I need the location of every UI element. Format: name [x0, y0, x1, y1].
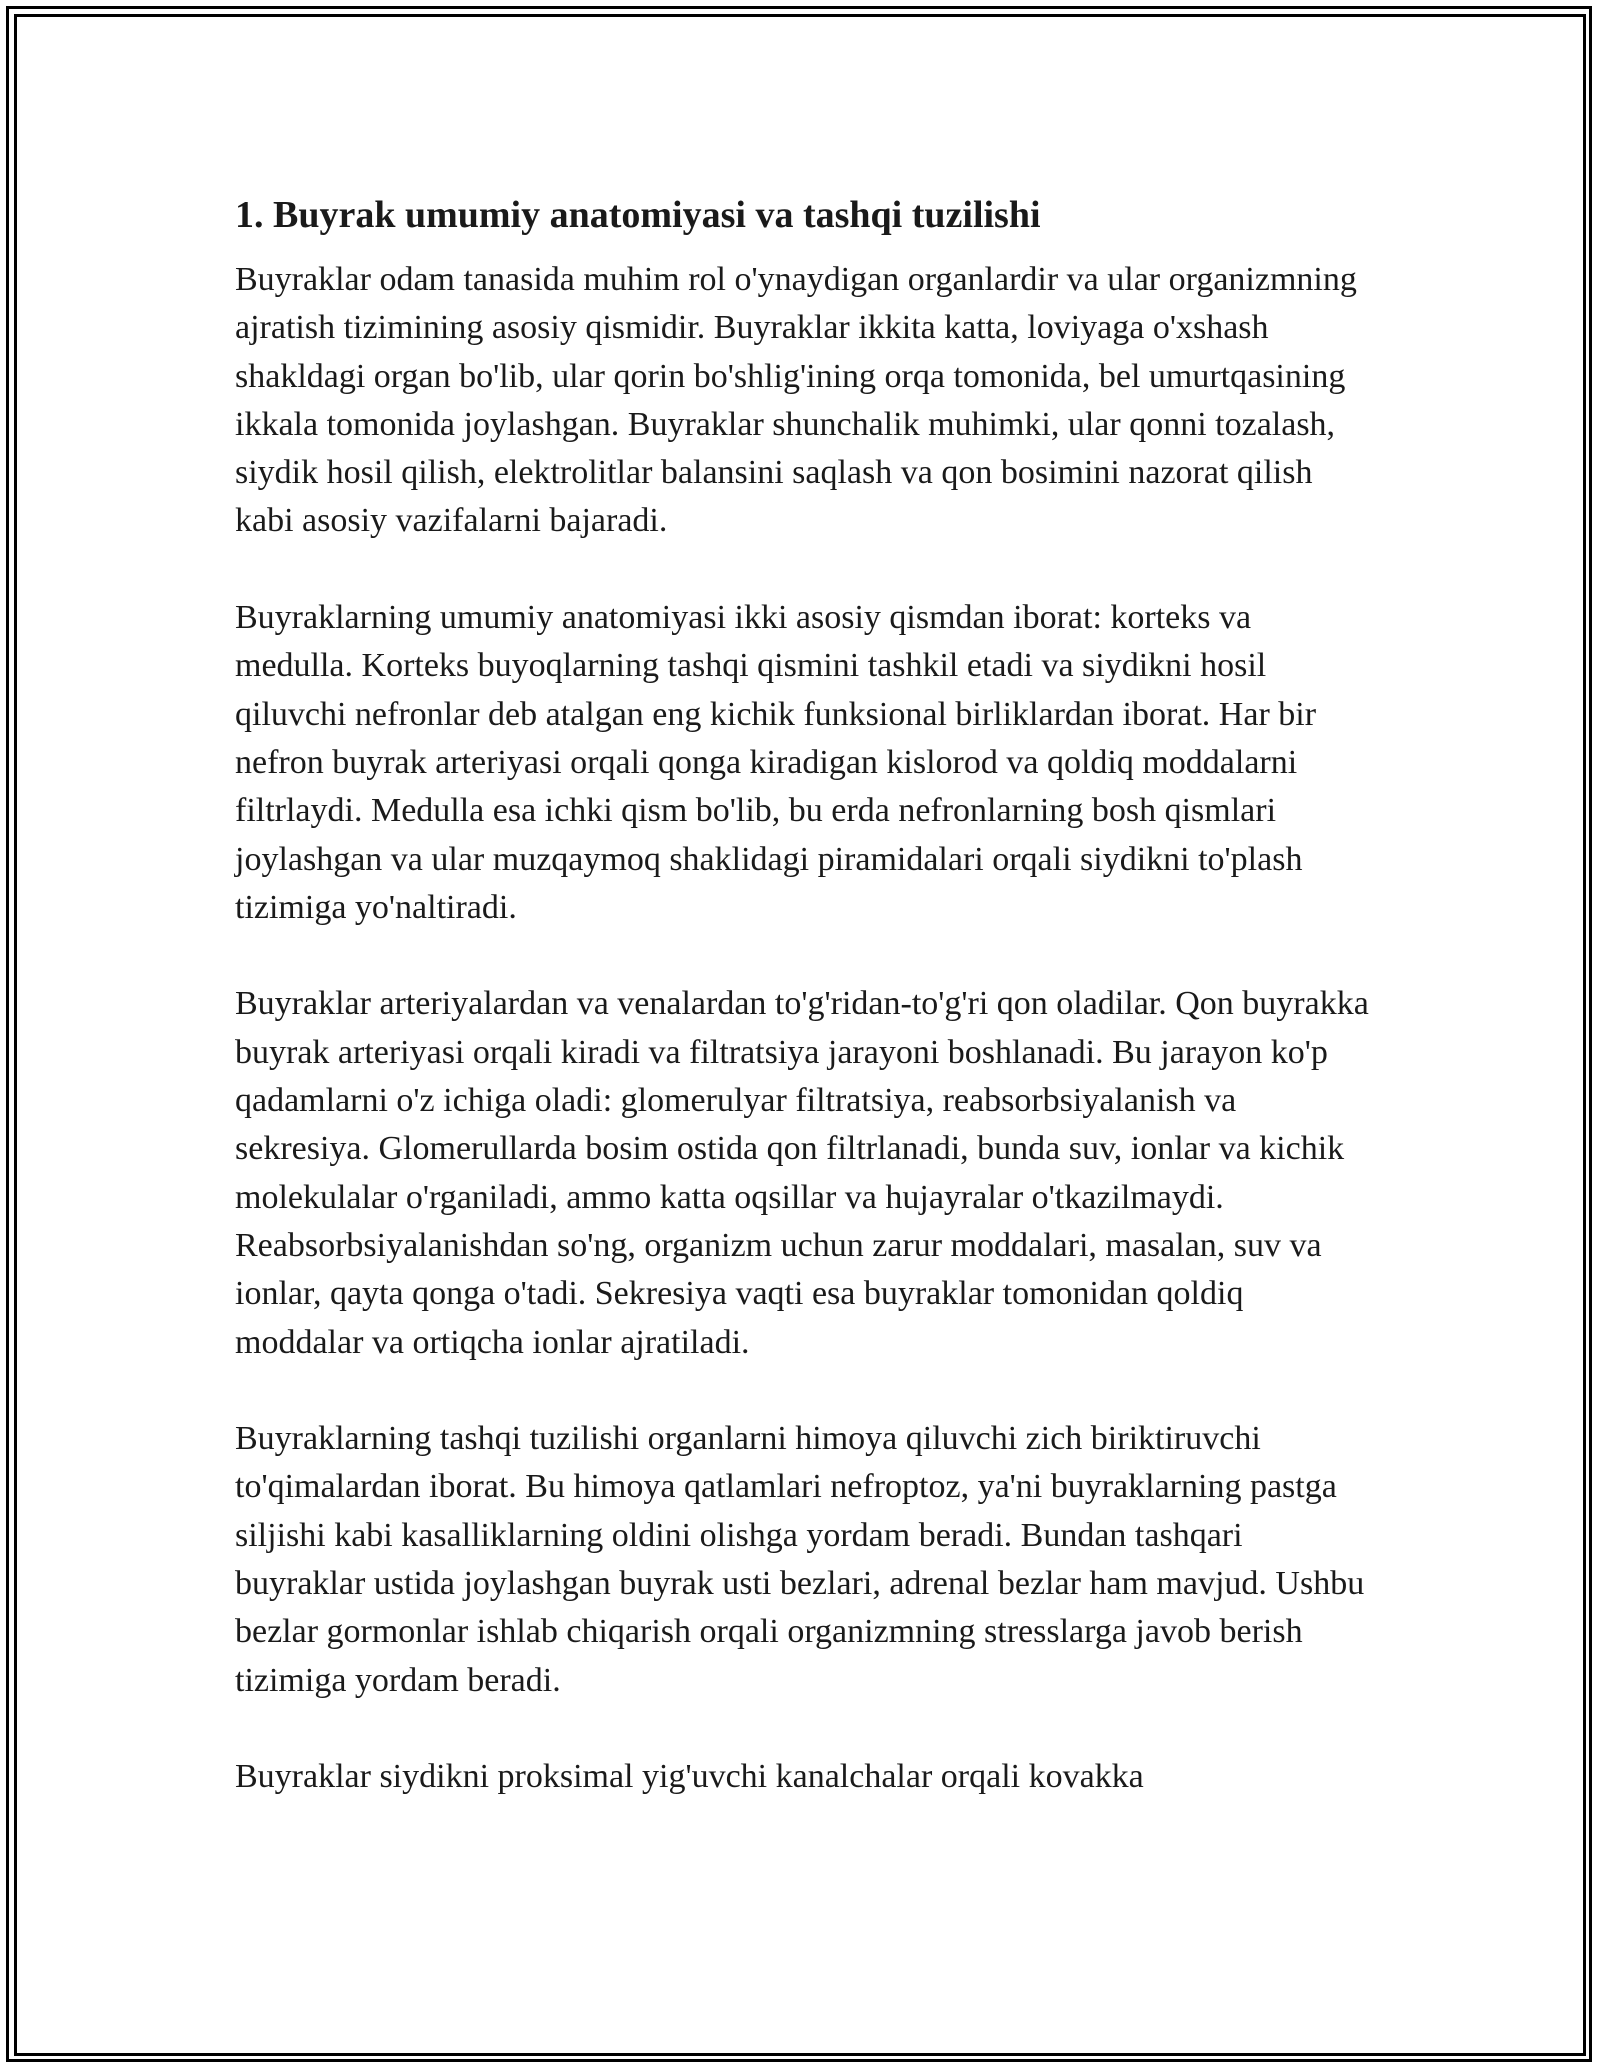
paragraph-5: Buyraklar siydikni proksimal yig'uvchi kanalchalar orqali kovakka [235, 1758, 1144, 1796]
paragraph-4: Buyraklarning tashqi tuzilishi organlarni himoya qiluvchi zich biriktiruvchi to'qimalardan iborat. Bu himoya qatlamlari nefroptoz, ya'ni buyraklarning pastga siljishi kabi kasalliklarning oldini olishga yordam beradi. Bundan tashqari buyraklar ustida joylashgan buyrak usti bezlari, adrenal bezlar ham mavjud. Ushbu bezlar gormonlar ishlab chiqarish orqali organizmning stresslarga javob berish tizimiga yordam beradi. [235, 1420, 1365, 1699]
paragraph-1: Buyraklar odam tanasida muhim rol o'ynaydigan organlardir va ular organizmning ajratish tizimining asosiy qismidir. Buyraklar ikkita katta, loviyaga o'xshash shakldagi organ bo'lib, ular qorin bo'shlig'ining orqa tomonida, bel umurtqasining ikkala tomonida joylashgan. Buyraklar shunchalik muhimki, ular qonni tozalash, siydik hosil qilish, elektrolitlar balansini saqlash va qon bosimini nazorat qilish kabi asosiy vazifalarni bajaradi. [235, 261, 1357, 540]
paragraph-2: Buyraklarning umumiy anatomiyasi ikki asosiy qismdan iborat: korteks va medulla. Korteks buyoqlarning tashqi qismini tashkil etadi va siydikni hosil qiluvchi nefronlar deb atalgan eng kichik funksional birliklardan iborat. Har bir nefron buyrak arteriyasi orqali qonga kiradigan kislorod va qoldiq moddalarni filtrlaydi. Medulla esa ichki qism bo'lib, bu erda nefronlarning bosh qismlari joylashgan va ular muzqaymoq shaklidagi piramidalari orqali siydikni to'plash tizimiga yo'naltiradi. [235, 599, 1317, 926]
section-heading: 1. Buyrak umumiy anatomiyasi va tashqi tuzilishi [235, 194, 1041, 236]
paragraph-3: Buyraklar arteriyalardan va venalardan to'g'ridan-to'g'ri qon oladilar. Qon buyrakka buyrak arteriyasi orqali kiradi va filtratsiya jarayoni boshlanadi. Bu jarayon ko'p qadamlarni o'z ichiga oladi: glomerulyar filtratsiya, reabsorbsiyalanish va sekresiya. Glomerullarda bosim ostida qon filtrlanadi, bunda suv, ionlar va kichik molekulalar o'rganiladi, ammo katta oqsillar va hujayralar o'tkazilmaydi. Reabsorbsiyalanishdan so'ng, organizm uchun zarur moddalari, masalan, suv va ionlar, qayta qonga o'tadi. Sekresiya vaqti esa buyraklar tomonidan qoldiq moddalar va ortiqcha ionlar ajratiladi. [235, 985, 1369, 1361]
document-body [235, 186, 1375, 1850]
